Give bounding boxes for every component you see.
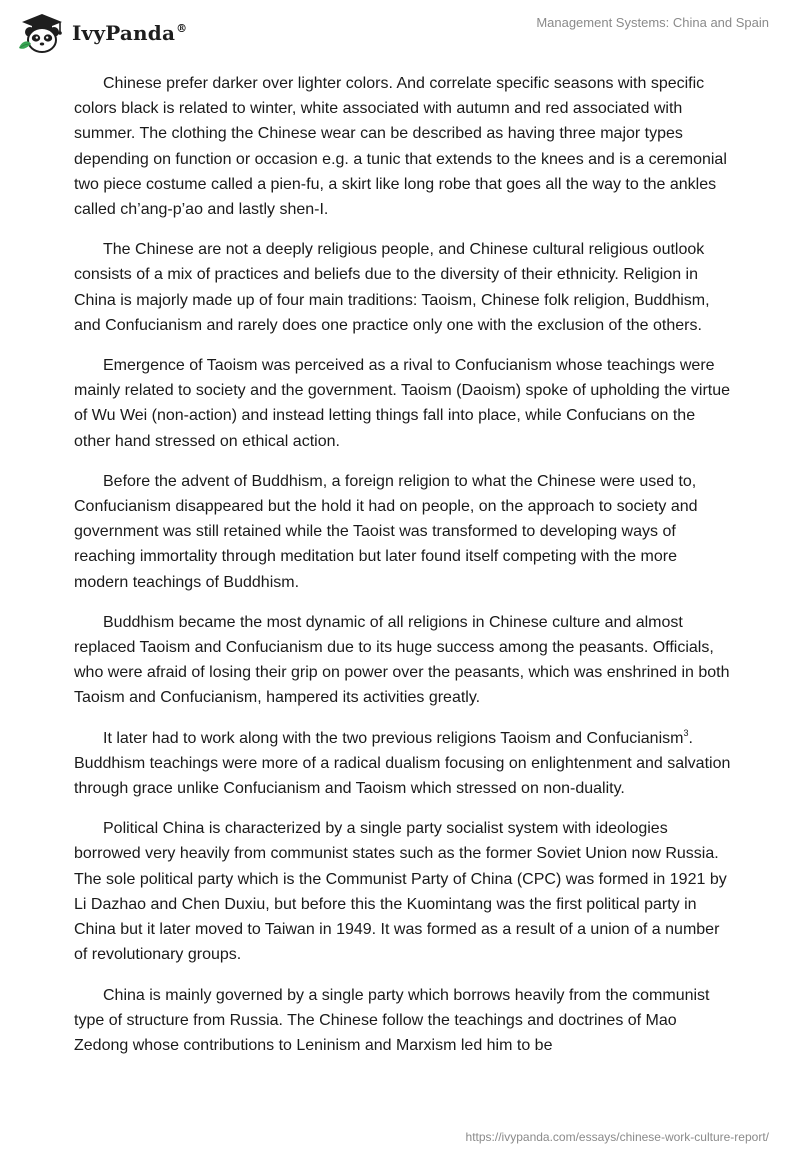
paragraph: China is mainly governed by a single party which borrows heavily from the communist type of structure from Russia. The Chinese follow the teachings and doctrines of Mao Zedong whose contributions to Leninism and Marxism led him to be [74,986,710,1054]
paragraph-text: It later had to work along with the two previous religions Taoism and Confucianism [103,729,684,747]
paragraph: Chinese prefer darker over lighter colors. And correlate specific seasons with specific colors black is related to winter, white associated with autumn and red associated with summer. The clothing the Chinese wear can be described as having three major types depending on function or occasion e.g. a tunic that extends to the knees and is a ceremonial two piece costume called a pien-fu, a skirt like long robe that goes all the way to the ankles called ch’ang-p’ao and lastly shen-I. [74,75,727,219]
paragraph: Before the advent of Buddhism, a foreign religion to what the Chinese were used to, Confucianism disappeared but the hold it had on people, on the approach to society and government was still retained while the Taoist was transformed to developing ways of reaching immortality through meditation but later found itself competing with the more modern teachings of Buddhism. [74,472,698,591]
paragraph [74,726,734,802]
paragraph: The Chinese are not a deeply religious people, and Chinese cultural religious outlook consists of a mix of practices and beliefs due to the diversity of their ethnicity. Religion in China is majorly made up of four main traditions: Taoism, Chinese folk religion, Buddhism, and Confucianism and rarely does one practice only one with the exclusion of the others. [74,241,710,334]
page-header [0,0,800,64]
paragraph: Emergence of Taoism was perceived as a rival to Confucianism whose teachings were mainly related to society and the government. Taoism (Daoism) spoke of upholding the virtue of Wu Wei (non-action) and instead letting things fall into place, while Confucians on the other hand stressed on ethical action. [74,357,731,450]
footnote-reference[interactable]: 3 [683,727,689,738]
essay-body [74,71,734,1073]
brand-name [72,21,187,45]
paragraph: Buddhism became the most dynamic of all religions in Chinese culture and almost replaced Taoism and Confucianism due to its huge success among the peasants. Officials, who were afraid of losing their grip on power over the peasants, which was enshrined in both Taoism and Confucianism, hampered its activities greatly. [74,613,730,707]
trademark-symbol: ® [176,22,188,35]
paragraph: Political China is characterized by a single party socialist system with ideologies borrowed very heavily from communist states such as the former Soviet Union now Russia. The sole political party which is the Communist Party of China (CPC) was formed in 1921 by Li Dazhao and Chen Duxiu, but before this the Kuomintang was the first political party in China but it later moved to Taiwan in 1949. It was formed as a result of a union of a number of revolutionary groups. [74,820,727,964]
document-title: Management Systems: China and Spain [536,15,769,30]
brand-label: IvyPanda [72,21,176,45]
panda-graduate-icon [16,10,68,56]
ivypanda-logo[interactable] [16,8,187,58]
paragraph-text: . Buddhism teachings were more of a radical dualism focusing on enlightenment and salvation through grace unlike Confucianism and Taoism which stressed on non-duality. [74,729,731,798]
source-url[interactable]: https://ivypanda.com/essays/chinese-work-culture-report/ [465,1130,769,1144]
